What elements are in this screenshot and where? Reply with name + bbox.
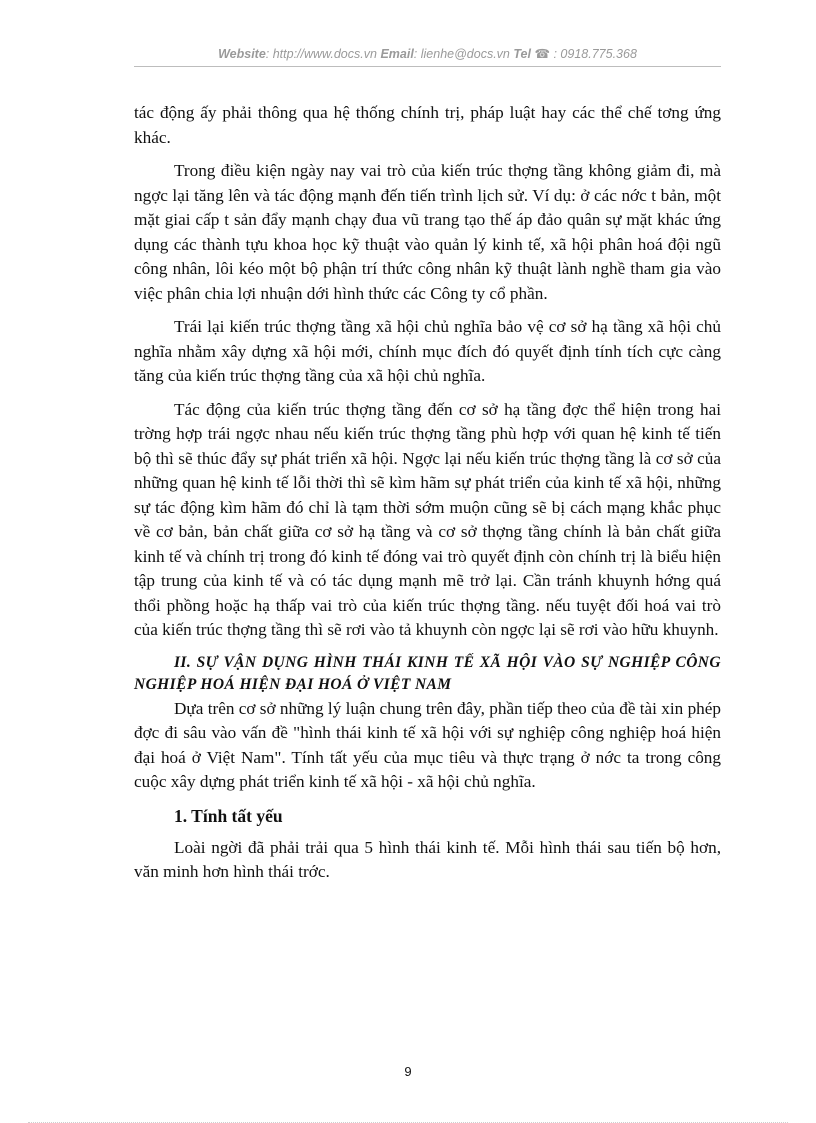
header-tel-value: ☎ : 0918.775.368 xyxy=(530,47,637,61)
header-website-label: Website xyxy=(218,47,266,61)
subsection-heading: 1. Tính tất yếu xyxy=(174,805,283,826)
header-tel-label: Tel xyxy=(513,47,531,61)
paragraph-4: Tác động của kiến trúc thợng tầng đến cơ sở hạ tầng đợc thể hiện trong hai trờng hợp trái ngợc nhau nếu kiến trúc thợng tầng phù hợp với quan hệ kinh tế tiến bộ thì sẽ thúc đẩy sự phát triển xã hội. Ngợc lại nếu kiến trúc thợng tầng là cơ sở của những quan hệ kinh tế lỗi thời thì sẽ kìm hãm sự phát triển của kinh tế xã hội, những sự tác động kìm hãm đó chỉ là tạm thời sớm muộn cũng sẽ bị cách mạng khắc phục về cơ bản, bản chất giữa cơ sở hạ tầng và cơ sở thợng tầng chính là bản chất giữa kinh tế và chính trị trong đó kinh tế đóng vai trò quyết định còn chính trị là biểu hiện tập trung của kinh tế và có tác dụng mạnh mẽ trở lại. Cần tránh khuynh hớng quá thổi phồng hoặc hạ thấp vai trò của kiến trúc thợng tầng. nếu tuyệt đối hoá vai trò của kiến trúc thợng tầng thì sẽ rơi vào tả khuynh còn ngợc lại sẽ rơi vào hữu khuynh. xyxy=(134,399,721,639)
section-heading: II. SỰ VẬN DỤNG HÌNH THÁI KINH TẾ XÃ HỘI VÀO SỰ NGHIỆP CÔNG NGHIỆP HOÁ HIỆN ĐẠI HOÁ Ở VIỆT NAM xyxy=(134,653,721,693)
page-header xyxy=(134,46,721,61)
document-body xyxy=(134,101,721,894)
paragraph-2: Trong điều kiện ngày nay vai trò của kiến trúc thợng tầng không giảm đi, mà ngợc lại tăng lên và tác động mạnh đến tiến trình lịch sử. Ví dụ: ở các nớc t bản, một mặt giai cấp t sản đẩy mạnh chạy đua vũ trang tạo thế áp đảo quân sự mặt khác ứng dụng các thành tựu khoa học kỹ thuật vào quản lý kinh tế, xã hội phân hoá đội ngũ công nhân, lôi kéo một bộ phận trí thức công nhân kỹ thuật lành nghề tham gia vào việc phân chia lợi nhuận dới hình thức các Công ty cổ phần. xyxy=(134,161,721,303)
paragraph-5: Dựa trên cơ sở những lý luận chung trên đây, phần tiếp theo của đề tài xin phép đợc đi sâu vào vấn đề "hình thái kinh tế xã hội với sự nghiệp công nghiệp hoá hiện đại hoá ở Việt Nam". Tính tất yếu của mục tiêu và thực trạng ở nớc ta trong công cuộc xây dựng phát triển kinh tế xã hội - xã hội chủ nghĩa. xyxy=(134,698,721,791)
header-website-value[interactable]: : http://www.docs.vn xyxy=(265,47,377,61)
paragraph-1: tác động ấy phải thông qua hệ thống chính trị, pháp luật hay các thể chế tơng ứng khác. xyxy=(134,103,721,147)
header-email-label: Email xyxy=(380,47,414,61)
header-email-value[interactable]: : lienhe@docs.vn xyxy=(413,47,510,61)
paragraph-3: Trái lại kiến trúc thợng tầng xã hội chủ nghĩa bảo vệ cơ sở hạ tầng xã hội chủ nghĩa nhằm xây dựng xã hội mới, chính mục đích đó quyết định tính tích cực càng tăng của kiến trúc thợng tầng của xã hội chủ nghĩa. xyxy=(134,317,721,385)
paragraph-6: Loài ngời đã phải trải qua 5 hình thái kinh tế. Mỗi hình thái sau tiến bộ hơn, văn minh hơn hình thái trớc. xyxy=(134,837,721,881)
header-divider xyxy=(134,66,721,67)
page-number: 9 xyxy=(404,1064,412,1079)
